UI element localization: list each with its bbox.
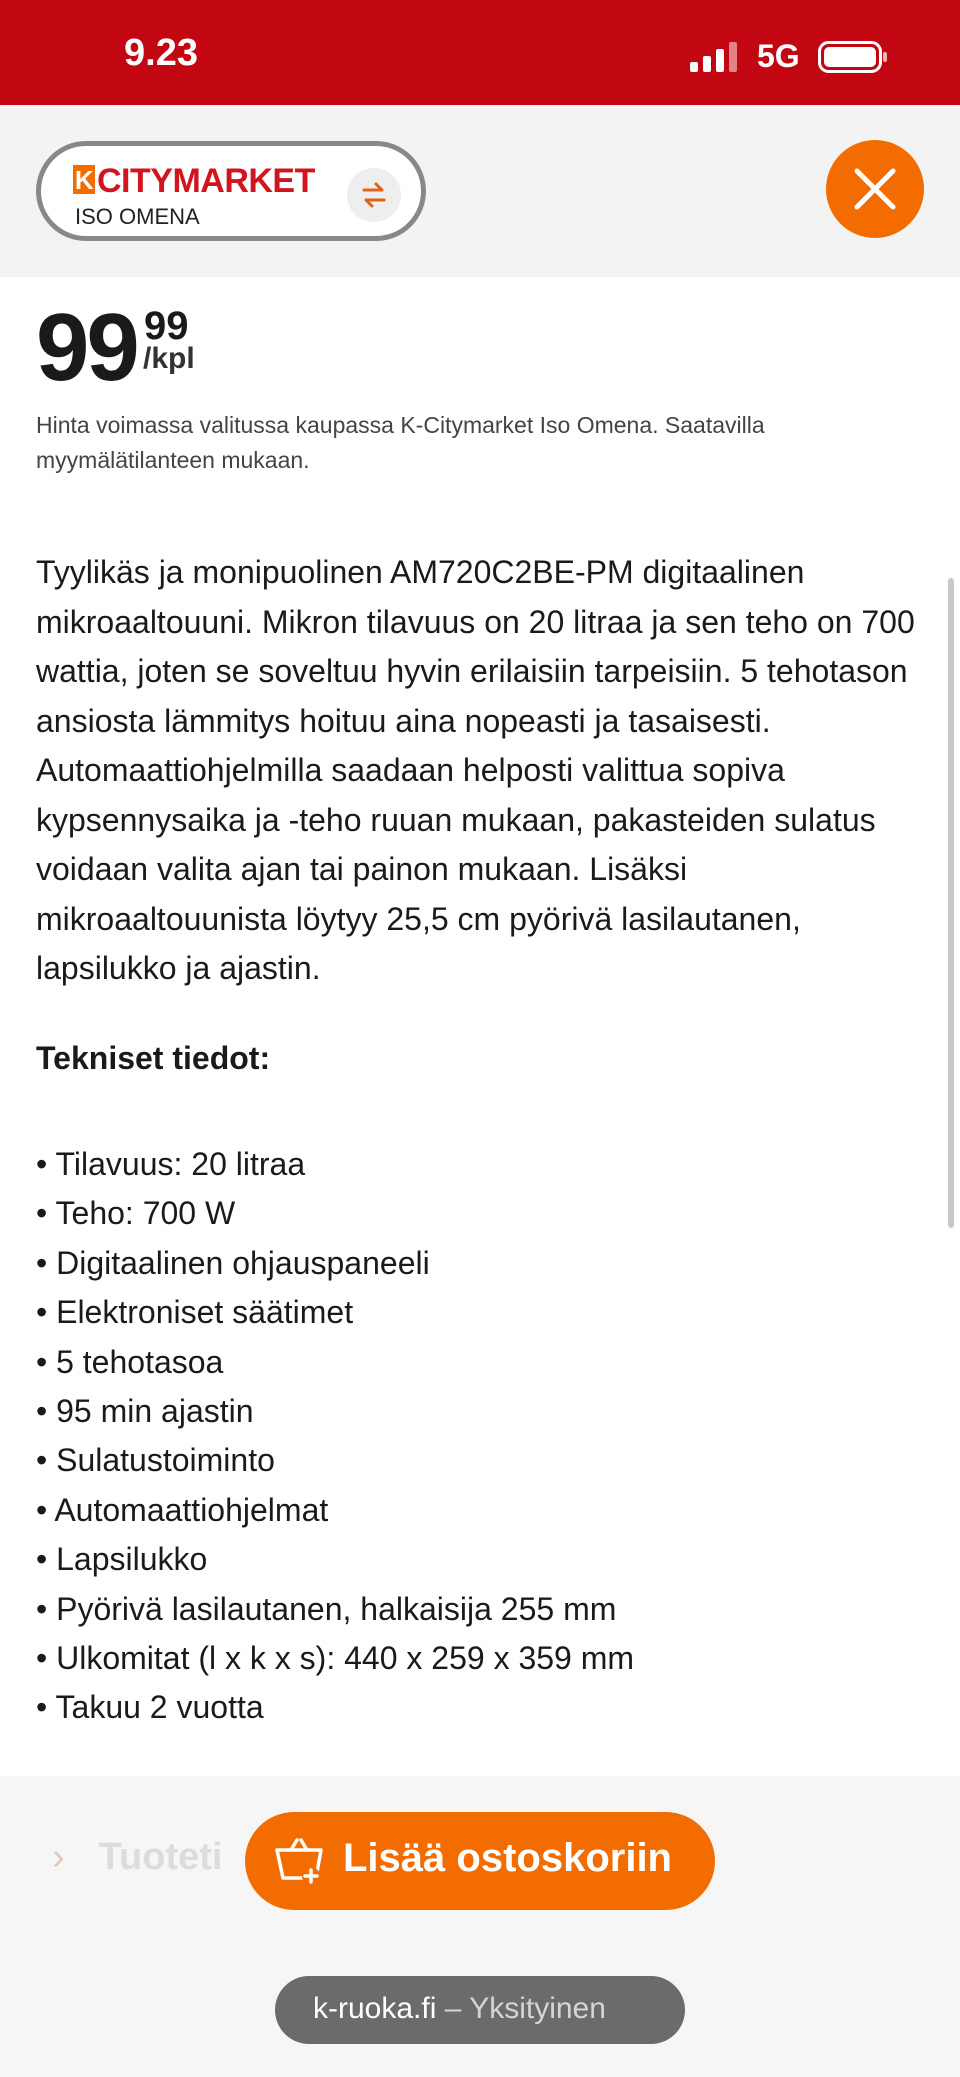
spec-item: • Pyörivä lasilautanen, halkaisija 255 mm xyxy=(36,1585,634,1634)
spec-item: • Teho: 700 W xyxy=(36,1189,634,1238)
spec-item: • Digitaalinen ohjauspaneeli xyxy=(36,1239,634,1288)
status-bar xyxy=(0,0,960,105)
browsing-mode: Yksityinen xyxy=(469,1992,606,2025)
network-label: 5G xyxy=(757,38,800,74)
close-icon xyxy=(826,140,924,238)
product-info-label: Tuoteti xyxy=(98,1836,223,1878)
add-to-cart-button[interactable] xyxy=(245,1812,715,1910)
store-name: ISO OMENA xyxy=(75,204,200,229)
price-note: Hinta voimassa valitussa kaupassa K-Citymarket Iso Omena. Saatavilla myymälätilanteen mukaan. xyxy=(36,412,765,473)
swap-arrows-icon xyxy=(347,168,401,222)
bottom-bar xyxy=(0,1776,960,2077)
price-decimals: 99 xyxy=(144,304,189,348)
product-description: Tyylikäs ja monipuolinen AM720C2BE-PM digitaalinen mikroaaltouuni. Mikron tilavuus on 20 litraa ja sen teho on 700 wattia, joten se soveltuu hyvin erilaisiin tarpeisiin. 5 tehotason ansiosta lämmitys hoituu aina nopeasti ja tasaisesti. Automaattiohjelmilla saadaan helposti valittua sopiva kypsennysaika ja -teho ruuan mukaan, pakasteiden sulatus voidaan valita ajan tai painon mukaan. Lisäksi mikroaaltouunista löytyy 25,5 cm pyörivä lasilautanen, lapsilukko ja ajastin. xyxy=(36,554,915,986)
store-selector[interactable] xyxy=(36,141,426,241)
spec-item: • Tilavuus: 20 litraa xyxy=(36,1140,634,1189)
header xyxy=(0,105,960,277)
chevron-right-icon: › xyxy=(52,1836,65,1878)
spec-item: • Automaattiohjelmat xyxy=(36,1486,634,1535)
product-info-row[interactable] xyxy=(52,1836,222,1879)
price-integer: 99 xyxy=(36,294,137,401)
url-domain: k-ruoka.fi xyxy=(313,1992,437,2025)
specs-list xyxy=(36,1140,634,1733)
product-price xyxy=(36,294,195,401)
spec-item: • Sulatustoiminto xyxy=(36,1436,634,1485)
scrollbar[interactable] xyxy=(948,578,954,1228)
status-time: 9.23 xyxy=(124,32,198,74)
spec-item: • 5 tehotasoa xyxy=(36,1338,634,1387)
spec-item: • Takuu 2 vuotta xyxy=(36,1683,634,1732)
close-button[interactable] xyxy=(826,140,924,238)
add-to-cart-label: Lisää ostoskoriin xyxy=(343,1836,672,1880)
signal-icon xyxy=(690,42,740,72)
spec-item: • 95 min ajastin xyxy=(36,1387,634,1436)
swap-store-button[interactable] xyxy=(347,168,401,222)
battery-icon xyxy=(818,41,888,73)
spec-item: • Ulkomitat (l x k x s): 440 x 259 x 359 mm xyxy=(36,1634,634,1683)
spec-item: • Elektroniset säätimet xyxy=(36,1288,634,1337)
specs-title: Tekniset tiedot: xyxy=(36,1040,271,1076)
address-bar[interactable] xyxy=(275,1976,685,2044)
cart-add-icon xyxy=(273,1838,325,1886)
url-separator: – xyxy=(436,1992,470,2025)
store-logo: K CITYMARKET xyxy=(74,162,315,200)
price-unit: /kpl xyxy=(143,342,195,375)
spec-item: • Lapsilukko xyxy=(36,1535,634,1584)
